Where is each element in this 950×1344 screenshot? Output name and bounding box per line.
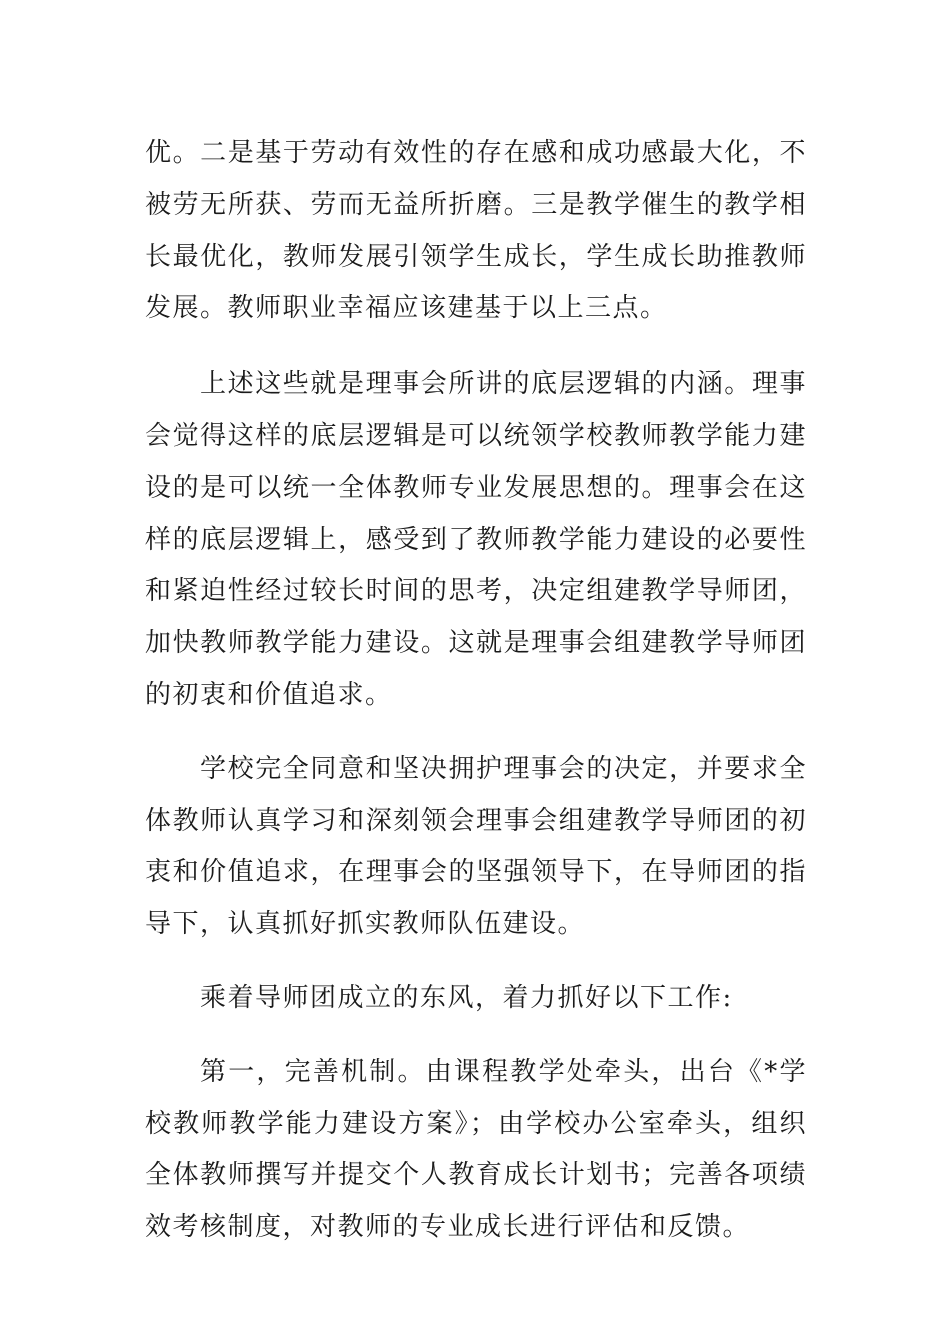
paragraph-continuation: 优。二是基于劳动有效性的存在感和成功感最大化，不被劳无所获、劳而无益所折磨。三是教学催生的教学相长最优化，教师发展引领学生成长，学生成长助推教师发展。教师职业幸福应该建基于以上三点。 <box>145 138 807 324</box>
document-body <box>145 128 807 1254</box>
paragraph-first-mechanism: 第一，完善机制。由课程教学处牵头，出台《*学校教师教学能力建设方案》；由学校办公室牵头，组织全体教师撰写并提交个人教育成长计划书；完善各项绩效考核制度，对教师的专业成长进行评估和反馈。 <box>145 1056 807 1243</box>
paragraph-work-intro: 乘着导师团成立的东风，着力抓好以下工作: <box>200 982 733 1013</box>
paragraph-underlying-logic: 上述这些就是理事会所讲的底层逻辑的内涵。理事会觉得这样的底层逻辑是可以统领学校教师教学能力建设的是可以统一全体教师专业发展思想的。理事会在这样的底层逻辑上，感受到了教师教学能力建设的必要性和紧迫性经过较长时间的思考，决定组建教学导师团，加快教师教学能力建设。这就是理事会组建教学导师团的初衷和价值追求。 <box>145 369 807 710</box>
paragraph-school-support: 学校完全同意和坚决拥护理事会的决定，并要求全体教师认真学习和深刻领会理事会组建教学导师团的初衷和价值追求，在理事会的坚强领导下，在导师团的指导下，认真抓好抓实教师队伍建设。 <box>145 753 807 940</box>
